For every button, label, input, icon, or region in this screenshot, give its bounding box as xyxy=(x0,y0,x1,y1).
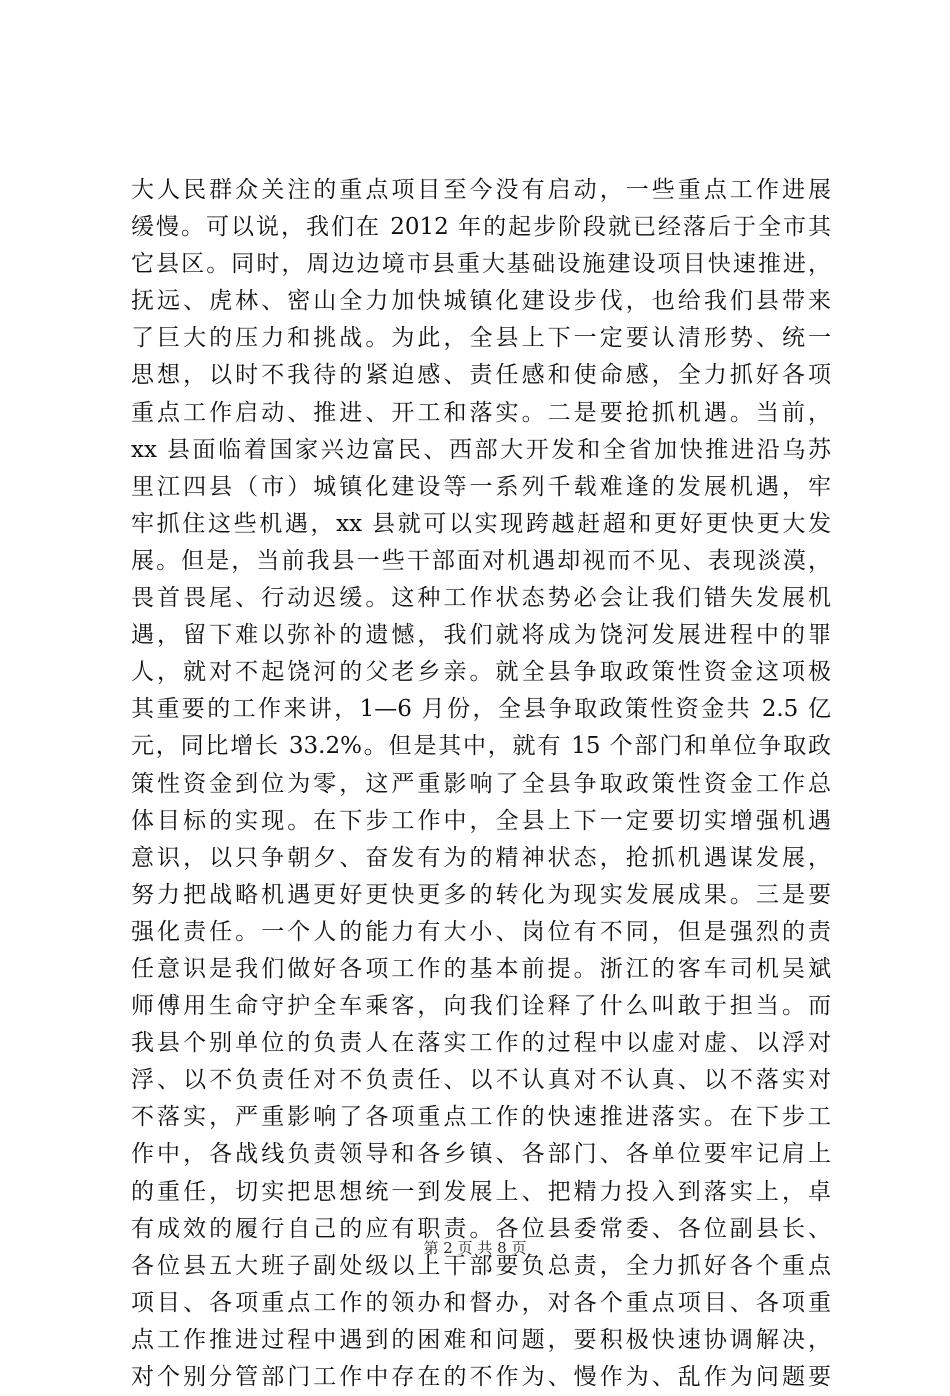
text-line: 有成效的履行自己的应有职责。各位县委常委、各位副县长、 xyxy=(131,1215,831,1242)
text-line: 对个别分管部门工作中存在的不作为、慢作为、乱作为问题要 xyxy=(131,1364,831,1390)
text-line: 不落实，严重影响了各项重点工作的快速推进落实。在下步工 xyxy=(131,1104,831,1131)
text-line: xx 县面临着国家兴边富民、西部大开发和全省加快推进沿乌苏 xyxy=(131,436,831,463)
text-line: 我县个别单位的负责人在落实工作的过程中以虚对虚、以浮对 xyxy=(131,1030,831,1057)
text-line: 牢抓住这些机遇，xx 县就可以实现跨越赶超和更好更快更大发 xyxy=(131,510,831,537)
text-line: 抚远、虎林、密山全力加快城镇化建设步伐，也给我们县带来 xyxy=(131,288,831,315)
text-line: 它县区。同时，周边边境市县重大基础设施建设项目快速推进， xyxy=(131,251,831,278)
text-line: 里江四县（市）城镇化建设等一系列千载难逢的发展机遇，牢 xyxy=(131,473,831,500)
text-line: 展。但是，当前我县一些干部面对机遇却视而不见、表现淡漠， xyxy=(131,547,831,574)
text-line: 缓慢。可以说，我们在 2012 年的起步阶段就已经落后于全市其 xyxy=(131,214,831,241)
text-line: 努力把战略机遇更好更快更多的转化为现实发展成果。三是要 xyxy=(131,881,831,908)
text-line: 的重任，切实把思想统一到发展上、把精力投入到落实上，卓 xyxy=(131,1178,831,1205)
text-line: 其重要的工作来讲，1—6 月份，全县争取政策性资金共 2.5 亿 xyxy=(131,696,831,723)
text-line: 意识，以只争朝夕、奋发有为的精神状态，抢抓机遇谋发展， xyxy=(131,844,831,871)
text-line: 元，同比增长 33.2%。但是其中，就有 15 个部门和单位争取政 xyxy=(131,733,831,760)
text-line: 人，就对不起饶河的父老乡亲。就全县争取政策性资金这项极 xyxy=(131,659,831,686)
text-line: 作中，各战线负责领导和各乡镇、各部门、各单位要牢记肩上 xyxy=(131,1141,831,1168)
text-line: 遇，留下难以弥补的遗憾，我们就将成为饶河发展进程中的罪 xyxy=(131,622,831,649)
text-line: 思想，以时不我待的紧迫感、责任感和使命感，全力抓好各项 xyxy=(131,362,831,389)
text-line: 大人民群众关注的重点项目至今没有启动，一些重点工作进展 xyxy=(131,177,831,203)
text-line: 强化责任。一个人的能力有大小、岗位有不同，但是强烈的责 xyxy=(131,918,831,945)
text-line: 了巨大的压力和挑战。为此，全县上下一定要认清形势、统一 xyxy=(131,325,831,352)
text-line: 项目、各项重点工作的领办和督办，对各个重点项目、各项重 xyxy=(131,1289,831,1316)
text-line: 策性资金到位为零，这严重影响了全县争取政策性资金工作总 xyxy=(131,770,831,797)
text-line: 任意识是我们做好各项工作的基本前提。浙江的客车司机吴斌 xyxy=(131,955,831,982)
text-line: 师傅用生命守护全车乘客，向我们诠释了什么叫敢于担当。而 xyxy=(131,993,831,1020)
text-line: 各位县五大班子副处级以上干部要负总责，全力抓好各个重点 xyxy=(131,1252,831,1279)
text-line: 浮、以不负责任对不负责任、以不认真对不认真、以不落实对 xyxy=(131,1067,831,1094)
text-line: 畏首畏尾、行动迟缓。这种工作状态势必会让我们错失发展机 xyxy=(131,585,831,612)
text-line: 重点工作启动、推进、开工和落实。二是要抢抓机遇。当前， xyxy=(131,399,831,426)
text-line: 点工作推进过程中遇到的困难和问题，要积极快速协调解决， xyxy=(131,1326,831,1353)
text-line: 体目标的实现。在下步工作中，全县上下一定要切实增强机遇 xyxy=(131,807,831,834)
body-text xyxy=(131,172,831,1396)
page-footer: 第 2 页 共 8 页 xyxy=(423,1239,527,1257)
